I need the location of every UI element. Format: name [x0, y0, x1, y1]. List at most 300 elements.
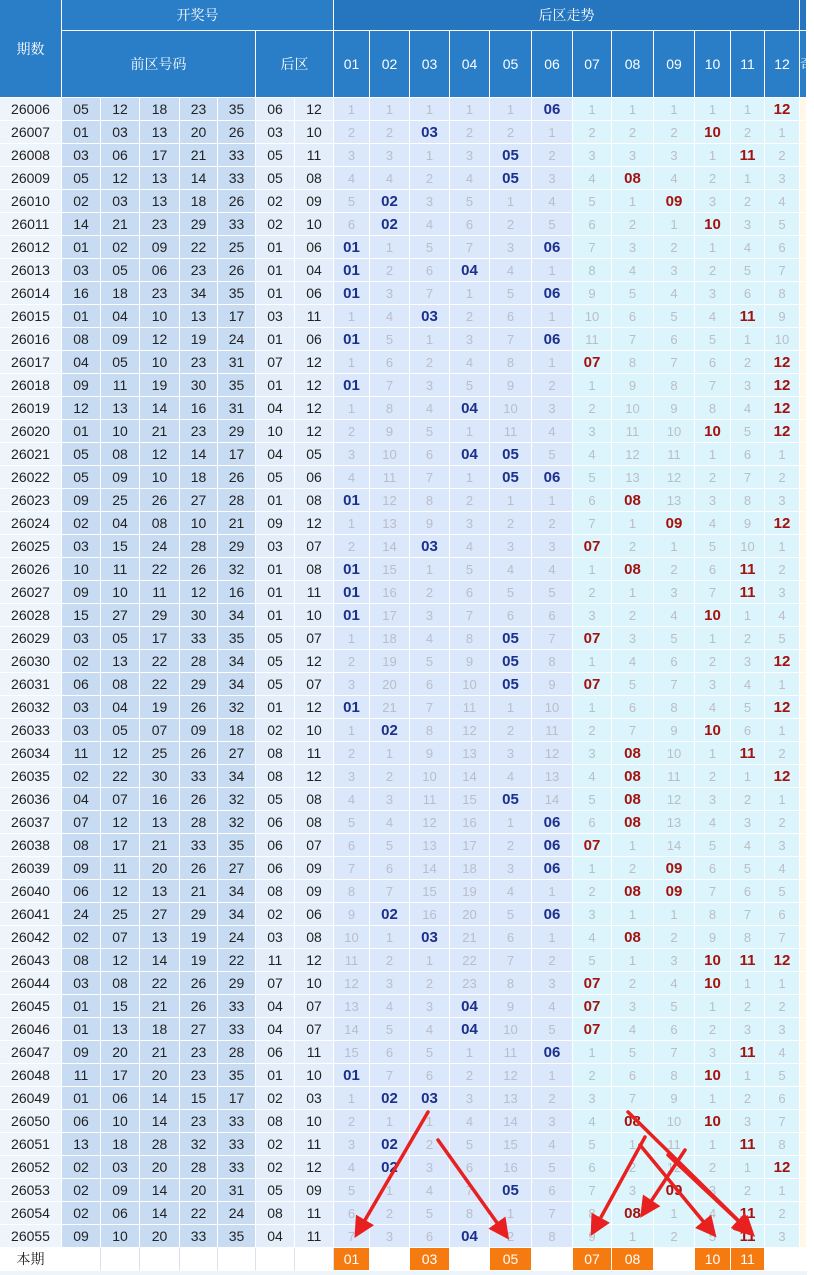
back-number-cell: 08	[295, 811, 334, 834]
trend-hit-cell: 01	[334, 558, 370, 581]
trend-edge-cell	[800, 98, 807, 121]
front-number-cell: 14	[180, 443, 218, 466]
current-pick-number[interactable]: 05	[490, 1248, 532, 1271]
issue-cell: 26046	[0, 1018, 62, 1041]
back-number-cell: 09	[295, 1179, 334, 1202]
front-number-cell: 27	[180, 1018, 218, 1041]
back-number-cell: 06	[295, 466, 334, 489]
issue-cell: 26023	[0, 489, 62, 512]
trend-miss-cell: 1	[695, 236, 731, 259]
trend-miss-cell: 8	[450, 627, 490, 650]
back-number-cell: 01	[256, 696, 295, 719]
trend-miss-cell: 2	[695, 167, 731, 190]
issue-cell: 26006	[0, 98, 62, 121]
trend-hit-cell: 02	[370, 1087, 410, 1110]
trend-hit-cell: 08	[612, 167, 654, 190]
front-number-cell: 17	[218, 443, 256, 466]
trend-miss-cell: 3	[334, 1133, 370, 1156]
trend-miss-cell: 6	[654, 1018, 695, 1041]
trend-miss-cell: 3	[765, 834, 800, 857]
trend-hit-cell: 05	[490, 627, 532, 650]
front-number-cell: 22	[101, 765, 140, 788]
table-row	[0, 305, 807, 328]
trend-miss-cell: 2	[573, 397, 612, 420]
front-number-cell: 35	[218, 374, 256, 397]
front-number-cell: 22	[140, 673, 180, 696]
trend-miss-cell: 1	[334, 1087, 370, 1110]
trend-miss-cell: 12	[334, 972, 370, 995]
back-number-cell: 08	[256, 1202, 295, 1225]
trend-hit-cell: 04	[450, 259, 490, 282]
trend-miss-cell: 7	[410, 466, 450, 489]
trend-miss-cell: 4	[654, 972, 695, 995]
trend-hit-cell: 12	[765, 512, 800, 535]
trend-miss-cell: 4	[490, 259, 532, 282]
table-row	[0, 190, 807, 213]
trend-miss-cell: 4	[410, 627, 450, 650]
trend-col-header-08: 08	[612, 31, 654, 98]
trend-miss-cell: 6	[695, 857, 731, 880]
back-number-cell: 07	[256, 351, 295, 374]
trend-miss-cell: 10	[654, 1110, 695, 1133]
front-number-cell: 13	[101, 1018, 140, 1041]
trend-miss-cell: 8	[490, 972, 532, 995]
trend-col-header-09: 09	[654, 31, 695, 98]
trend-miss-cell: 5	[410, 1202, 450, 1225]
trend-col-header-11: 11	[731, 31, 765, 98]
front-number-cell: 13	[101, 650, 140, 673]
table-row	[0, 949, 807, 972]
trend-miss-cell: 10	[654, 420, 695, 443]
trend-miss-cell: 7	[695, 581, 731, 604]
back-number-cell: 03	[256, 121, 295, 144]
trend-miss-cell: 2	[612, 972, 654, 995]
trend-miss-cell: 7	[450, 236, 490, 259]
front-number-cell: 04	[101, 512, 140, 535]
front-number-cell: 04	[62, 351, 101, 374]
trend-miss-cell: 1	[490, 1202, 532, 1225]
trend-miss-cell: 13	[532, 765, 573, 788]
current-pick-empty-cell	[654, 1248, 695, 1271]
front-number-cell: 13	[140, 190, 180, 213]
trend-miss-cell: 4	[765, 604, 800, 627]
trend-miss-cell: 14	[490, 1110, 532, 1133]
trend-miss-cell: 23	[450, 972, 490, 995]
table-row	[0, 1110, 807, 1133]
trend-miss-cell: 1	[370, 98, 410, 121]
trend-hit-cell: 05	[490, 443, 532, 466]
front-number-cell: 22	[180, 1202, 218, 1225]
back-number-cell: 06	[256, 98, 295, 121]
front-number-cell: 13	[140, 811, 180, 834]
trend-miss-cell: 11	[654, 765, 695, 788]
trend-hit-cell: 05	[490, 673, 532, 696]
trend-miss-cell: 4	[612, 259, 654, 282]
trend-miss-cell: 3	[731, 811, 765, 834]
front-number-cell: 09	[62, 489, 101, 512]
trend-miss-cell: 4	[765, 1041, 800, 1064]
back-number-cell: 05	[256, 466, 295, 489]
front-number-cell: 29	[140, 604, 180, 627]
front-number-cell: 32	[218, 558, 256, 581]
issue-cell: 26048	[0, 1064, 62, 1087]
trend-miss-cell: 3	[654, 144, 695, 167]
trend-miss-cell: 11	[450, 696, 490, 719]
issue-cell: 26021	[0, 443, 62, 466]
trend-miss-cell: 12	[532, 742, 573, 765]
back-number-cell: 12	[295, 397, 334, 420]
trend-miss-cell: 13	[450, 742, 490, 765]
trend-miss-cell: 19	[370, 650, 410, 673]
trend-hit-cell: 03	[410, 1087, 450, 1110]
table-row	[0, 1225, 807, 1248]
trend-miss-cell: 1	[490, 190, 532, 213]
trend-miss-cell: 3	[334, 443, 370, 466]
front-number-cell: 33	[218, 144, 256, 167]
trend-miss-cell: 6	[731, 282, 765, 305]
trend-miss-cell: 4	[532, 190, 573, 213]
trend-hit-cell: 12	[765, 765, 800, 788]
current-pick-number[interactable]: 01	[334, 1248, 370, 1271]
current-pick-empty-cell	[765, 1248, 800, 1271]
issue-cell: 26014	[0, 282, 62, 305]
front-number-cell: 35	[218, 98, 256, 121]
front-number-cell: 17	[218, 1087, 256, 1110]
front-number-cell: 17	[218, 305, 256, 328]
trend-miss-cell: 7	[490, 328, 532, 351]
trend-miss-cell: 6	[450, 1156, 490, 1179]
trend-miss-cell: 7	[654, 1041, 695, 1064]
front-number-cell: 12	[140, 443, 180, 466]
trend-miss-cell: 2	[731, 788, 765, 811]
trend-miss-cell: 10	[370, 443, 410, 466]
trend-miss-cell: 1	[334, 512, 370, 535]
current-pick-empty-cell	[256, 1248, 295, 1271]
trend-edge-cell	[800, 397, 807, 420]
front-number-cell: 23	[180, 98, 218, 121]
front-number-cell: 23	[180, 420, 218, 443]
trend-edge-cell	[800, 374, 807, 397]
trend-miss-cell: 7	[731, 903, 765, 926]
front-number-cell: 14	[140, 1110, 180, 1133]
trend-miss-cell: 5	[450, 1133, 490, 1156]
trend-miss-cell: 4	[334, 788, 370, 811]
trend-miss-cell: 3	[370, 788, 410, 811]
trend-hit-cell: 12	[765, 420, 800, 443]
table-row	[0, 788, 807, 811]
table-row	[0, 1087, 807, 1110]
front-number-cell: 26	[180, 972, 218, 995]
front-number-cell: 13	[101, 397, 140, 420]
back-number-cell: 07	[295, 627, 334, 650]
front-number-cell: 22	[140, 972, 180, 995]
trend-miss-cell: 2	[532, 1087, 573, 1110]
trend-hit-cell: 10	[695, 121, 731, 144]
trend-edge-cell	[800, 351, 807, 374]
back-number-cell: 11	[295, 305, 334, 328]
current-pick-number[interactable]: 07	[573, 1248, 612, 1271]
trend-miss-cell: 2	[490, 719, 532, 742]
front-number-cell: 24	[140, 535, 180, 558]
current-pick-number[interactable]: 10	[695, 1248, 731, 1271]
back-number-cell: 10	[295, 213, 334, 236]
trend-miss-cell: 1	[490, 489, 532, 512]
trend-miss-cell: 13	[654, 489, 695, 512]
trend-miss-cell: 6	[765, 903, 800, 926]
front-number-cell: 06	[62, 1110, 101, 1133]
front-number-cell: 09	[101, 1179, 140, 1202]
front-number-cell: 24	[218, 926, 256, 949]
back-number-cell: 06	[256, 834, 295, 857]
back-number-cell: 05	[256, 788, 295, 811]
trend-hit-cell: 03	[410, 535, 450, 558]
front-number-cell: 12	[140, 328, 180, 351]
issue-cell: 26037	[0, 811, 62, 834]
table-row	[0, 1018, 807, 1041]
trend-col-header-01: 01	[334, 31, 370, 98]
trend-miss-cell: 3	[695, 489, 731, 512]
trend-miss-cell: 10	[490, 397, 532, 420]
current-pick-number[interactable]: 08	[612, 1248, 654, 1271]
front-number-cell: 23	[180, 351, 218, 374]
trend-miss-cell: 9	[532, 673, 573, 696]
front-number-cell: 28	[180, 1156, 218, 1179]
trend-miss-cell: 1	[450, 466, 490, 489]
trend-miss-cell: 3	[450, 144, 490, 167]
trend-miss-cell: 16	[410, 903, 450, 926]
back-number-cell: 10	[295, 121, 334, 144]
back-number-cell: 11	[295, 581, 334, 604]
trend-hit-cell: 07	[573, 535, 612, 558]
trend-miss-cell: 1	[612, 581, 654, 604]
back-number-cell: 08	[256, 880, 295, 903]
trend-miss-cell: 4	[695, 1202, 731, 1225]
current-pick-number[interactable]: 03	[410, 1248, 450, 1271]
trend-hit-cell: 01	[334, 604, 370, 627]
trend-miss-cell: 1	[532, 489, 573, 512]
front-number-cell: 20	[140, 1225, 180, 1248]
trend-miss-cell: 1	[573, 650, 612, 673]
trend-miss-cell: 2	[532, 144, 573, 167]
front-number-cell: 15	[180, 1087, 218, 1110]
trend-miss-cell: 3	[370, 282, 410, 305]
trend-miss-cell: 10	[731, 535, 765, 558]
trend-miss-cell: 1	[573, 1041, 612, 1064]
trend-miss-cell: 4	[573, 1110, 612, 1133]
back-number-cell: 02	[256, 903, 295, 926]
trend-miss-cell: 1	[410, 949, 450, 972]
trend-hit-cell: 10	[695, 420, 731, 443]
trend-miss-cell: 9	[490, 995, 532, 1018]
trend-miss-cell: 16	[370, 581, 410, 604]
trend-miss-cell: 4	[654, 167, 695, 190]
trend-miss-cell: 2	[370, 765, 410, 788]
trend-edge-cell	[800, 719, 807, 742]
front-number-cell: 05	[101, 627, 140, 650]
trend-miss-cell: 5	[532, 581, 573, 604]
front-number-cell: 13	[180, 305, 218, 328]
trend-miss-cell: 12	[654, 788, 695, 811]
trend-miss-cell: 9	[612, 374, 654, 397]
front-number-cell: 19	[180, 949, 218, 972]
front-number-cell: 12	[101, 880, 140, 903]
front-number-cell: 18	[218, 719, 256, 742]
current-pick-number[interactable]: 11	[731, 1248, 765, 1271]
trend-miss-cell: 1	[370, 926, 410, 949]
trend-hit-cell: 12	[765, 397, 800, 420]
front-number-cell: 10	[101, 581, 140, 604]
trend-edge-cell	[800, 1133, 807, 1156]
front-number-cell: 27	[180, 489, 218, 512]
trend-hit-cell: 11	[731, 558, 765, 581]
trend-miss-cell: 1	[612, 1225, 654, 1248]
front-number-cell: 03	[62, 144, 101, 167]
trend-miss-cell: 3	[731, 1110, 765, 1133]
trend-edge-cell	[800, 650, 807, 673]
trend-miss-cell: 3	[410, 604, 450, 627]
back-number-cell: 07	[295, 535, 334, 558]
front-number-cell: 25	[140, 742, 180, 765]
front-number-cell: 01	[62, 305, 101, 328]
trend-hit-cell: 11	[731, 581, 765, 604]
front-number-cell: 20	[180, 121, 218, 144]
trend-miss-cell: 6	[410, 1225, 450, 1248]
front-number-cell: 03	[101, 1156, 140, 1179]
trend-miss-cell: 2	[695, 466, 731, 489]
trend-miss-cell: 1	[731, 604, 765, 627]
trend-miss-cell: 1	[695, 443, 731, 466]
trend-edge-cell	[800, 328, 807, 351]
trend-hit-cell: 03	[410, 305, 450, 328]
front-number-cell: 14	[62, 213, 101, 236]
trend-miss-cell: 6	[573, 811, 612, 834]
trend-miss-cell: 1	[370, 1179, 410, 1202]
trend-miss-cell: 3	[450, 512, 490, 535]
trend-miss-cell: 2	[573, 880, 612, 903]
trend-miss-cell: 13	[654, 811, 695, 834]
trend-miss-cell: 6	[765, 1087, 800, 1110]
back-number-cell: 03	[256, 926, 295, 949]
front-number-cell: 16	[180, 397, 218, 420]
trend-miss-cell: 3	[765, 581, 800, 604]
trend-miss-cell: 5	[410, 650, 450, 673]
back-number-cell: 03	[256, 305, 295, 328]
issue-cell: 26012	[0, 236, 62, 259]
trend-col-header-04: 04	[450, 31, 490, 98]
trend-hit-cell: 04	[450, 1018, 490, 1041]
trend-miss-cell: 11	[573, 328, 612, 351]
trend-miss-cell: 6	[612, 1064, 654, 1087]
trend-miss-cell: 4	[490, 765, 532, 788]
front-number-cell: 20	[140, 1156, 180, 1179]
front-number-cell: 25	[218, 236, 256, 259]
front-number-cell: 06	[62, 673, 101, 696]
trend-miss-cell: 3	[490, 742, 532, 765]
trend-edge-cell	[800, 627, 807, 650]
trend-miss-cell: 7	[334, 1225, 370, 1248]
front-number-cell: 13	[140, 121, 180, 144]
trend-hit-cell: 11	[731, 1041, 765, 1064]
back-number-cell: 04	[256, 443, 295, 466]
trend-miss-cell: 8	[765, 1133, 800, 1156]
trend-miss-cell: 7	[410, 696, 450, 719]
trend-miss-cell: 3	[765, 167, 800, 190]
trend-miss-cell: 3	[573, 144, 612, 167]
trend-miss-cell: 2	[573, 121, 612, 144]
trend-miss-cell: 1	[410, 144, 450, 167]
front-number-cell: 09	[62, 857, 101, 880]
trend-miss-cell: 2	[654, 236, 695, 259]
trend-miss-cell: 1	[532, 121, 573, 144]
front-number-cell: 09	[62, 1225, 101, 1248]
front-number-cell: 05	[101, 259, 140, 282]
trend-edge-cell	[800, 742, 807, 765]
trend-col-header-05: 05	[490, 31, 532, 98]
trend-edge-cell	[800, 558, 807, 581]
front-number-cell: 26	[218, 259, 256, 282]
trend-miss-cell: 2	[450, 489, 490, 512]
trend-miss-cell: 3	[573, 420, 612, 443]
issue-cell: 26052	[0, 1156, 62, 1179]
front-number-cell: 09	[180, 719, 218, 742]
front-number-cell: 14	[140, 949, 180, 972]
trend-miss-cell: 5	[731, 696, 765, 719]
front-number-cell: 02	[62, 190, 101, 213]
trend-miss-cell: 6	[370, 1041, 410, 1064]
trend-miss-cell: 7	[450, 604, 490, 627]
front-number-cell: 12	[101, 98, 140, 121]
trend-miss-cell: 3	[765, 1225, 800, 1248]
trend-miss-cell: 4	[410, 1179, 450, 1202]
front-number-cell: 07	[140, 719, 180, 742]
trend-miss-cell: 6	[573, 1156, 612, 1179]
trend-miss-cell: 1	[731, 765, 765, 788]
front-number-cell: 20	[140, 1064, 180, 1087]
issue-cell: 26031	[0, 673, 62, 696]
next-row-stub	[0, 1271, 807, 1275]
trend-header-cut	[800, 31, 814, 98]
trend-hit-cell: 09	[654, 512, 695, 535]
trend-hit-cell: 11	[731, 1202, 765, 1225]
trend-miss-cell: 5	[612, 282, 654, 305]
trend-miss-cell: 14	[450, 765, 490, 788]
trend-miss-cell: 6	[410, 673, 450, 696]
trend-miss-cell: 3	[654, 259, 695, 282]
front-number-cell: 06	[62, 880, 101, 903]
trend-hit-cell: 04	[450, 443, 490, 466]
trend-miss-cell: 1	[450, 420, 490, 443]
table-row	[0, 1156, 807, 1179]
trend-miss-cell: 6	[370, 857, 410, 880]
front-number-cell: 32	[218, 811, 256, 834]
trend-edge-cell	[800, 305, 807, 328]
trend-hit-cell: 06	[532, 282, 573, 305]
trend-miss-cell: 6	[654, 650, 695, 673]
draw-header-label: 开奖号	[176, 7, 219, 23]
trend-miss-cell: 1	[765, 121, 800, 144]
trend-miss-cell: 3	[490, 857, 532, 880]
trend-miss-cell: 3	[731, 374, 765, 397]
trend-miss-cell: 3	[370, 972, 410, 995]
trend-miss-cell: 9	[695, 926, 731, 949]
trend-miss-cell: 14	[532, 788, 573, 811]
trend-miss-cell: 2	[450, 305, 490, 328]
trend-miss-cell: 1	[334, 719, 370, 742]
trend-miss-cell: 12	[654, 466, 695, 489]
front-number-cell: 02	[62, 926, 101, 949]
trend-miss-cell: 3	[532, 535, 573, 558]
trend-miss-cell: 7	[765, 926, 800, 949]
